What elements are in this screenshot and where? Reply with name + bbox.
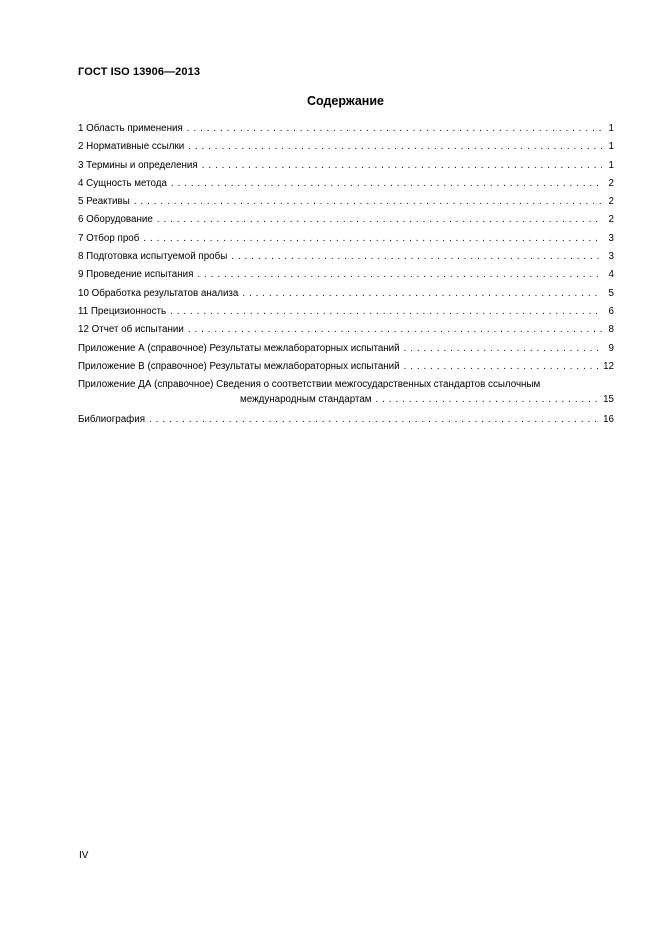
toc-entry-page: 16	[603, 414, 614, 426]
toc-entry-label: Библиография	[78, 414, 146, 426]
toc-entry[interactable]	[78, 232, 614, 250]
toc-entry-label: 12 Отчет об испытании	[78, 324, 184, 336]
toc-entry-appendix-b[interactable]	[78, 360, 614, 378]
toc-entry[interactable]	[78, 287, 614, 305]
toc-entry-label: 3 Термины и определения	[78, 159, 198, 171]
toc-entry-appendix-a[interactable]	[78, 342, 614, 360]
dot-leader	[404, 342, 602, 355]
toc-entry-label: 2 Нормативные ссылки	[78, 141, 185, 153]
toc-entry-page: 1	[608, 159, 614, 171]
toc-entry-label-line1: Приложение ДА (справочное) Сведения о соответствии межгосударственных стандартов ссылочным	[78, 379, 541, 391]
toc-title: Содержание	[306, 94, 384, 108]
toc-entry[interactable]	[78, 140, 614, 158]
dot-leader	[171, 177, 602, 190]
toc-entry-label: 1 Область применения	[78, 123, 183, 134]
toc-entry[interactable]	[78, 195, 614, 213]
dot-leader	[376, 393, 600, 406]
toc-entry[interactable]	[78, 177, 614, 195]
toc-entry-label: Приложение А (справочное) Результаты межлабораторных испытаний	[78, 342, 400, 354]
toc-entry[interactable]	[78, 122, 614, 140]
toc-entry-appendix-da[interactable]	[78, 378, 614, 413]
dot-leader	[404, 360, 599, 373]
dot-leader	[188, 140, 602, 153]
toc-entry-bibliography[interactable]	[78, 413, 614, 431]
toc-entry[interactable]	[78, 305, 614, 323]
toc-entry[interactable]	[78, 250, 614, 268]
dot-leader	[143, 232, 602, 245]
dot-leader	[188, 323, 602, 336]
toc-entry-label: 11 Прецизионность	[78, 305, 167, 317]
toc-entry-label: 5 Реактивы	[78, 196, 130, 208]
toc-entry-page: 3	[608, 232, 614, 244]
dot-leader	[231, 250, 602, 263]
toc-entry-label-line2: международным стандартам	[240, 394, 372, 406]
dot-leader	[197, 268, 602, 281]
toc-entry-label: 10 Обработка результатов анализа	[78, 287, 239, 299]
toc-entry-page: 8	[608, 324, 614, 336]
table-of-contents	[78, 122, 614, 431]
toc-entry-page: 5	[608, 287, 614, 299]
page-number: IV	[79, 850, 89, 861]
toc-entry[interactable]	[78, 268, 614, 286]
dot-leader	[187, 122, 602, 135]
toc-entry-page: 12	[603, 360, 614, 372]
toc-entry-label: Приложение В (справочное) Результаты межлабораторных испытаний	[78, 360, 400, 372]
dot-leader	[202, 159, 602, 172]
toc-entry-page: 1	[608, 123, 614, 134]
toc-entry-page: 4	[608, 269, 614, 281]
toc-entry-page: 6	[608, 305, 614, 317]
dot-leader	[149, 413, 599, 426]
toc-entry-page: 2	[608, 196, 614, 208]
toc-entry-label: 8 Подготовка испытуемой пробы	[78, 251, 228, 263]
dot-leader	[170, 305, 602, 318]
dot-leader	[157, 213, 602, 226]
toc-entry-page: 2	[608, 214, 614, 226]
dot-leader	[134, 195, 602, 208]
toc-entry[interactable]	[78, 323, 614, 341]
toc-entry-page: 3	[608, 251, 614, 263]
toc-entry[interactable]	[78, 213, 614, 231]
document-code: ГОСТ ISO 13906—2013	[78, 66, 201, 78]
toc-entry-label: 4 Сущность метода	[78, 177, 167, 189]
toc-entry-label: 7 Отбор проб	[78, 232, 140, 244]
toc-entry-label: 6 Оборудование	[78, 214, 153, 226]
toc-entry[interactable]	[78, 159, 614, 177]
toc-entry-label: 9 Проведение испытания	[78, 269, 194, 281]
toc-entry-page: 9	[608, 342, 614, 354]
toc-entry-page: 15	[603, 394, 614, 406]
toc-entry-page: 1	[608, 141, 614, 153]
dot-leader	[242, 287, 602, 300]
toc-entry-page: 2	[608, 177, 614, 189]
